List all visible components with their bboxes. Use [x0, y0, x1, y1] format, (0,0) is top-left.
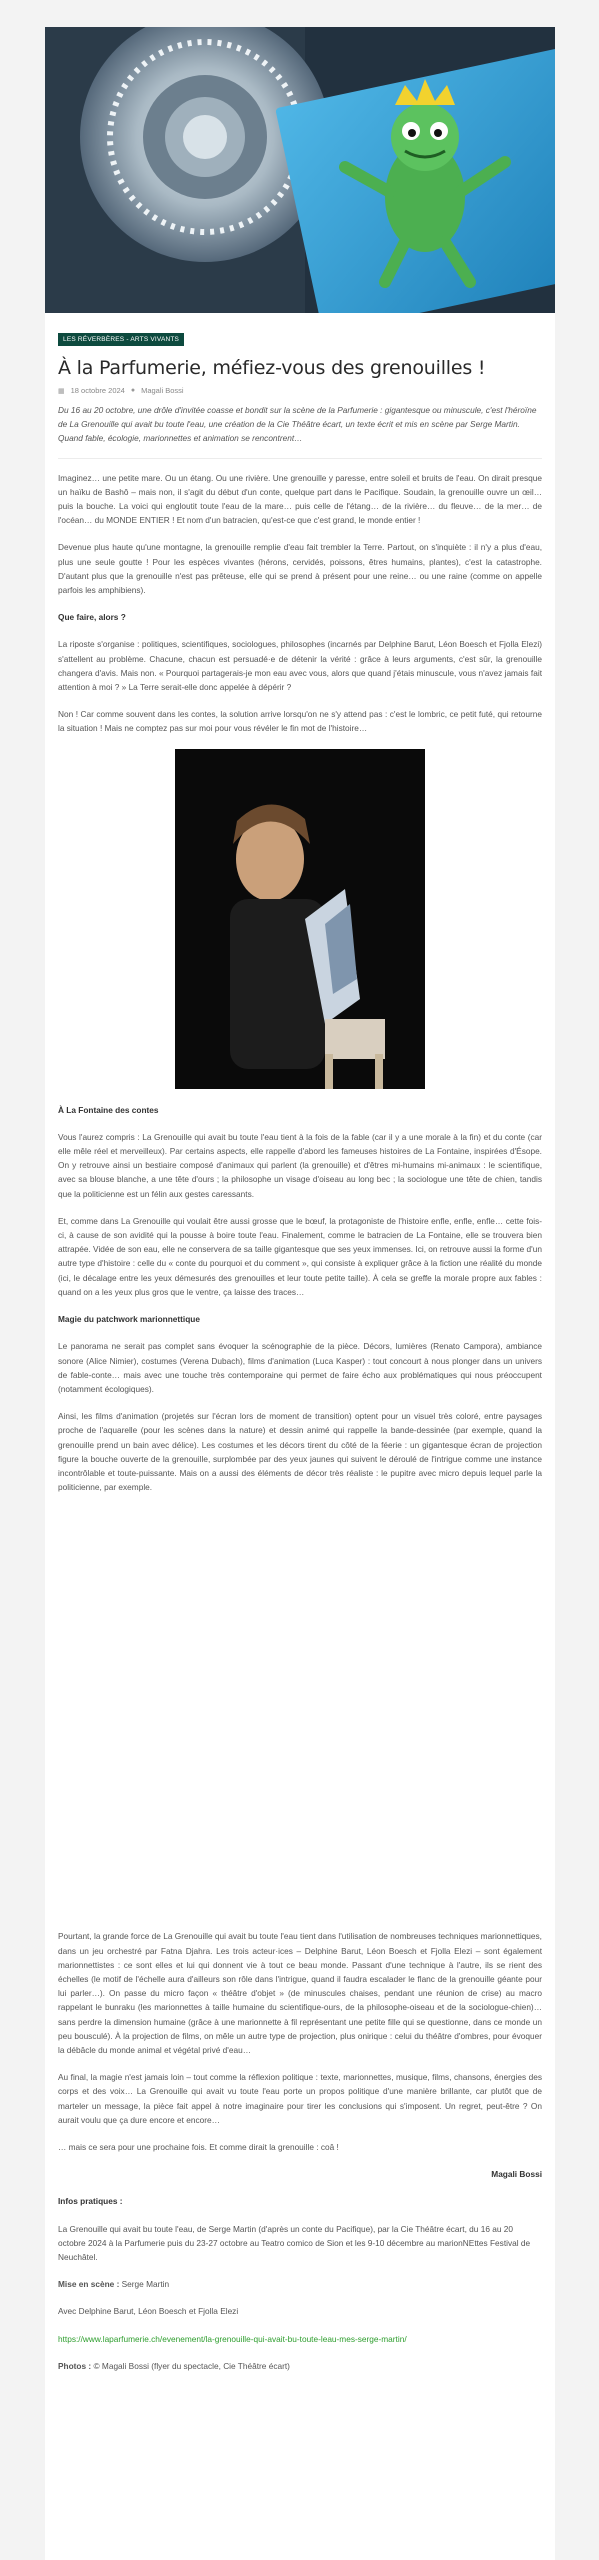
- calendar-icon: ▦: [58, 387, 65, 395]
- heading-patchwork: Magie du patchwork marionnettique: [58, 1314, 200, 1325]
- heading-infos: Infos pratiques :: [58, 2196, 123, 2207]
- paragraph-9: Pourtant, la grande force de La Grenouille qui avait bu toute l'eau tient dans l'utilisation de nombreuses techniques marionnettiques, dans un jeu orchestré par Fatna Djahra. Les trois acteur·ices – Delphine Barut, Léon Boesch et Fjolla Elezi – sont également marionnettistes : ce sont elles et lui qui donnent vie à tout ce beau monde. Passant d'une technique à l'autre, ils se rient des échelles (le motif de l'échelle aura d'ailleurs son rôle dans l'intrigue, quand il faudra escalader le flanc de la grenouille géante pour lui parler…). On passe du micro façon « théâtre d'objet » (de minuscules chaises, pendant une réunion de crise) au macro rappelant le bunraku (les marionnettes à taille humaine du scientifique-ours, de la philosophe-oiseau et de la sociologue-chien)… sans perdre la dimension humaine (grâce à une marionnette à fil représentant une petite fille qui se questionne, dans ce monde un peu bousculé). À la projection de films, on mêle un autre type de projection, plus onirique : celui du théâtre d'ombres, pour évoquer la débâcle du monde animal et végétal privé d'eau…: [58, 1931, 542, 2055]
- article-card: [45, 27, 555, 2560]
- signature: Magali Bossi: [491, 2169, 542, 2180]
- hero-image: [45, 27, 555, 313]
- photos-label: Photos :: [58, 2360, 94, 2371]
- paragraph-7: Le panorama ne serait pas complet sans évoquer la scénographie de la pièce. Décors, lumières (Renato Campora), ambiance sonore (Alice Nimier), costumes (Verena Dubach), films d'animation (Luca Kasper) : tout concourt à nous plonger dans un univers de fable-conte… mais avec une touche très contemporaine qui permet de faire écho aux problématiques qui nous préoccupent (notamment écologiques).: [58, 1341, 542, 1394]
- paragraph-5: Vous l'aurez compris : La Grenouille qui avait bu toute l'eau tient à la fois de la fable (car il y a une morale à la fin) et du conte (car elle mêle réel et merveilleux). Par certains aspects, elle rappelle d'abord les fameuses histoires de La Fontaine, inspirées d'Ésope. On y retrouve ainsi un bestiaire composé d'animaux qui parlent (la grenouille) et d'êtres mi-humains mi-animaux : le scientifique, avec sa blouse blanche, a une tête d'ours ; la philosophe un visage d'oiseau au long bec ; la sociologue une tête de chien, tandis que la politicienne est un félin aux gestes caressants.: [58, 1131, 542, 1199]
- article-title: À la Parfumerie, méfiez-vous des grenouilles !: [58, 357, 486, 379]
- lead-paragraph: Du 16 au 20 octobre, une drôle d'invitée coasse et bondit sur la scène de la Parfumerie : gigantesque ou minuscule, c'est l'héroïne de La Grenouille qui avait bu toute l'eau, une création de la Cie Théâtre écart, un texte écrit et mis en scène par Serge Martin. Quand fable, écologie, marionnettes et animation se rencontrent…: [58, 405, 537, 444]
- article-author[interactable]: Magali Bossi: [141, 386, 184, 395]
- mise-en-scene-line: [58, 2277, 542, 2291]
- paragraph-3: La riposte s'organise : politiques, scientifiques, sociologues, philosophes (incarnés par Delphine Barut, Léon Boesch et Fjolla Elezi) s'attellent au problème. Chacune, chacun est persuadé·e de détenir la vérité : grâce à leurs arguments, c'est sûr, la grenouille changera d'avis. Mais non. « Pourquoi partagerais-je mon eau avec vous, alors que quand j'étais minuscule, vous n'avez jamais fait attention à moi ? » La Terre serait-elle donc appelée à dépérir ?: [58, 639, 542, 693]
- article-date[interactable]: 18 octobre 2024: [70, 386, 125, 395]
- infos-paragraph: La Grenouille qui avait bu toute l'eau, de Serge Martin (d'après un conte du Pacifique), par la Cie Théâtre écart, du 16 au 20 octobre 2024 à la Parfumerie puis du 23-27 octobre au Teatro comico de Sion et les 9-10 décembre au marionNEttes Festival de Neuchâtel.: [58, 2223, 531, 2262]
- paragraph-2: Devenue plus haute qu'une montagne, la grenouille remplie d'eau fait trembler la Terre. Partout, on s'inquiète : il n'y a plus d'eau, plus une seule goutte ! Pour les espèces vivantes (hérons, cervidés, poissons, êtres humains, plantes), c'est la catastrophe. D'autant plus que la grenouille n'est pas prêteuse, elle qui se prend à présent pour une reine… ou une raine (comme on appelle parfois les amphibiens).: [58, 542, 542, 596]
- paragraph-1: Imaginez… une petite mare. Ou un étang. Ou une rivière. Une grenouille y paresse, entre soleil et bruits de l'eau. On dirait presque un haïku de Bashô – mais non, il s'agit du début d'un conte, quelque part dans le Pacifique. Soudain, la grenouille ouvre un œil… puis la bouche. La voici qui engloutit toute l'eau de la mare… puis celle de l'étang… de la rivière… du fleuve… de la mer… de l'océan… du MONDE ENTIER ! Et nom d'un batracien, qu'est-ce que c'est grand, le monde entier !: [58, 472, 542, 526]
- paragraph-10: Au final, la magie n'est jamais loin – tout comme la réflexion politique : texte, marionnettes, musique, films, chansons, énergies des corps et des voix… La Grenouille qui avait vu toute l'eau porte un propos politique d'une manière brillante, car plutôt que de marteler un message, la pièce fait appel à notre imaginaire pour tirer les conclusions qui s'imposent. Un regret, peut-être ? On aurait voulu que ça dure encore et encore…: [58, 2072, 542, 2125]
- event-link[interactable]: https://www.laparfumerie.ch/evenement/la-grenouille-qui-avait-bu-toute-leau-mes-serge-martin/: [58, 2333, 407, 2344]
- embedded-media-placeholder: [58, 1507, 542, 1929]
- heading-fontaine: À La Fontaine des contes: [58, 1104, 159, 1115]
- paragraph-4: Non ! Car comme souvent dans les contes, la solution arrive lorsqu'on ne s'y attend pas : c'est le lombric, ce petit futé, qui retourne la situation ! Mais ne comptez pas sur moi pour vous révéler le fin mot de l'histoire…: [58, 709, 542, 734]
- paragraph-8: Ainsi, les films d'animation (projetés sur l'écran lors de moment de transition) optent pour un visuel très coloré, entre paysages proche de l'aquarelle (pour les scènes dans la nature) et dessin animé qui rappelle la bande-dessinée (par exemple, quand la grenouille prend un bain avec délice). Les costumes et les décors tirent du côté de la féerie : un gigantesque écran de projection figure la bouche ouverte de la grenouille, surplombée par des yeux jaunes qui suivent le déroulé de l'intrigue comme une instance incontrôlable et toute-puissante. Mais on a aussi des éléments de décor très réaliste : le pupitre avec micro depuis lequel parle la politicienne, par exemple.: [58, 1411, 542, 1493]
- user-icon: ●: [130, 387, 136, 394]
- performance-photo: [175, 749, 425, 1089]
- mise-label: Mise en scène :: [58, 2279, 122, 2290]
- photos-value: © Magali Bossi (flyer du spectacle, Cie Théâtre écart): [93, 2360, 290, 2371]
- divider: [58, 458, 542, 459]
- paragraph-11: … mais ce sera pour une prochaine fois. Et comme dirait la grenouille : coâ !: [58, 2141, 339, 2152]
- avec-line: Avec Delphine Barut, Léon Boesch et Fjolla Elezi: [58, 2306, 239, 2317]
- article-meta: [58, 386, 542, 395]
- paragraph-6: Et, comme dans La Grenouille qui voulait être aussi grosse que le bœuf, la protagoniste de l'histoire enfle, enfle, enfle… cette fois-ci, à cause de son avidité qui la pousse à boire toute l'eau. Finalement, comme le batracien de La Fontaine, elle se trouvera bien attrapée. Vidée de son eau, elle ne conservera de sa taille gigantesque que ses yeux immenses. Ici, on retrouve aussi la forme d'un autre type d'histoire : celle du « conte du pourquoi et du comment », qui consiste à expliquer grâce à la fiction une réalité du monde (ici, le décalage entre les yeux démesurés des grenouilles et leur toute petite taille). À cela se greffe la morale propre aux fables : quand on a les yeux plus gros que le ventre, ça laisse des traces…: [58, 1215, 542, 1297]
- photos-line: [58, 2359, 542, 2373]
- heading-que-faire: Que faire, alors ?: [58, 612, 126, 623]
- category-badge[interactable]: LES RÉVERBÈRES - ARTS VIVANTS: [58, 333, 184, 346]
- mise-value: Serge Martin: [121, 2279, 170, 2290]
- article-content: [45, 313, 555, 2373]
- hero-illustration: [45, 27, 555, 313]
